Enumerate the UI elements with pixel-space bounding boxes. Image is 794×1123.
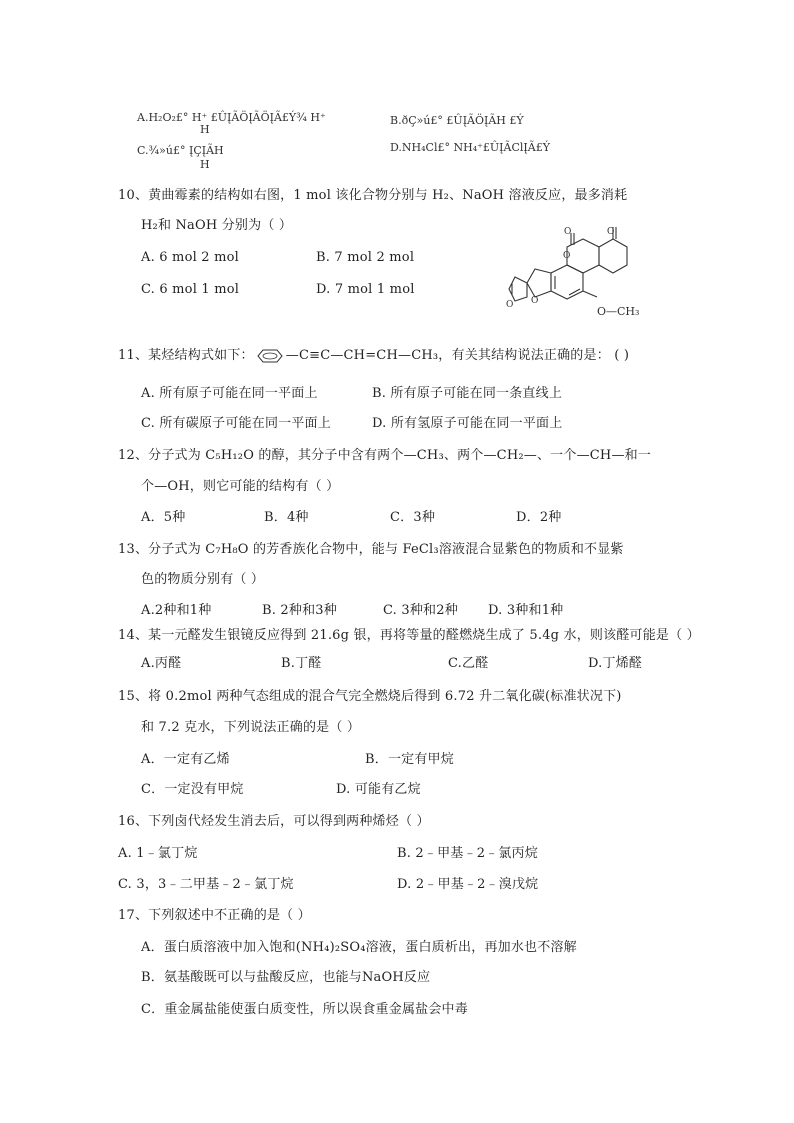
q14-option-a: A.丙醛 xyxy=(141,656,182,671)
q10-option-d: D. 7 mol 1 mol xyxy=(316,282,415,297)
q13-option-c: C. 3种和2种 xyxy=(383,603,458,618)
q12-option-b: B．4种 xyxy=(264,510,309,525)
q12-stem-line2: 个—OH，则它可能的结构有（ ） xyxy=(141,479,340,494)
q15-option-d: D. 可能有乙烷 xyxy=(336,782,421,797)
q9-option-d: D.NH₄Cl£° NH₄⁺£ÛĮÃClĮÃ£Ý xyxy=(390,141,550,154)
q9-option-c-sub: H xyxy=(200,158,210,171)
q17-option-a: A．蛋白质溶液中加入饱和(NH₄)₂SO₄溶液，蛋白质析出，再加水也不溶解 xyxy=(141,940,577,955)
svg-text:O: O xyxy=(564,227,572,237)
q10-option-c: C. 6 mol 1 mol xyxy=(141,282,240,297)
q16-option-c: C. 3，3﹣二甲基﹣2﹣氯丁烷 xyxy=(118,877,294,892)
q14-option-b: B.丁醛 xyxy=(281,656,322,671)
q13-option-d: D. 3种和1种 xyxy=(488,603,564,618)
q9-option-b: B.ðÇ»ú£° £ÛĮÃÖĮÃH £Ý xyxy=(390,114,524,127)
q11-option-b: B. 所有原子可能在同一条直线上 xyxy=(372,386,563,401)
q15-stem-line1: 15、将 0.2mol 两种气态组成的混合气完全燃烧后得到 6.72 升二氧化碳(标准状况下) xyxy=(118,689,622,704)
q13-stem-line1: 13、分子式为 C₇H₈O 的芳香族化合物中，能与 FeCl₃溶液混合显紫色的物质和不显紫 xyxy=(118,542,624,557)
q12-option-d: D．2种 xyxy=(516,510,562,525)
q15-option-b: B．一定有甲烷 xyxy=(365,752,454,767)
q16-stem: 16、下列卤代烃发生消去后，可以得到两种烯烃（ ） xyxy=(118,814,430,829)
svg-text:O: O xyxy=(607,227,615,237)
q14-stem: 14、某一元醛发生银镜反应得到 21.6g 银，再将等量的醛燃烧生成了 5.4g 水，则该醛可能是（ ） xyxy=(118,628,700,643)
q9-option-a: A.H₂O₂£° H⁺ £ÛĮÃÖĮÃÖĮÃ£Ý¾ H⁺ xyxy=(137,111,326,124)
q13-option-b: B. 2种和3种 xyxy=(262,603,337,618)
q13-stem-line2: 色的物质分别有（ ） xyxy=(141,572,265,587)
q14-option-c: C.乙醛 xyxy=(448,656,489,671)
q14-option-d: D.丁烯醛 xyxy=(588,656,643,671)
q13-option-a: A.2种和1种 xyxy=(141,603,212,618)
q9-option-a-sub: H xyxy=(200,123,210,136)
q12-option-a: A．5种 xyxy=(141,510,186,525)
q11-stem-pre: 11、某烃结构式如下： xyxy=(118,348,254,363)
q11-stem-post: —C≡C—CH=CH—CH₃，有关其结构说法正确的是： ( ) xyxy=(285,348,630,363)
q16-option-b: B. 2﹣甲基﹣2﹣氯丙烷 xyxy=(397,846,538,861)
benzene-ring-icon xyxy=(254,349,286,363)
q16-option-d: D. 2﹣甲基﹣2﹣溴戊烷 xyxy=(397,877,539,892)
q11-stem xyxy=(118,348,629,364)
q10-option-b: B. 7 mol 2 mol xyxy=(316,250,415,265)
q12-option-c: C．3种 xyxy=(390,510,436,525)
svg-text:O: O xyxy=(531,296,539,306)
q15-stem-line2: 和 7.2 克水，下列说法正确的是（ ） xyxy=(141,720,361,735)
q17-option-b: B．氨基酸既可以与盐酸反应，也能与NaOH反应 xyxy=(141,970,431,985)
q9-option-c: C.¾»ú£° ĮÇĮÃH xyxy=(137,144,224,157)
q15-option-c: C．一定没有甲烷 xyxy=(141,782,244,797)
q10-option-a: A. 6 mol 2 mol xyxy=(141,250,240,265)
q10-stem-line2: H₂和 NaOH 分别为（ ） xyxy=(141,218,293,233)
svg-text:O: O xyxy=(563,251,571,261)
q11-option-a: A. 所有原子可能在同一平面上 xyxy=(141,386,318,401)
q17-stem: 17、下列叙述中不正确的是（ ） xyxy=(118,908,311,923)
aflatoxin-structure-diagram xyxy=(505,225,645,325)
q17-option-c: C．重金属盐能使蛋白质变性，所以误食重金属盐会中毒 xyxy=(141,1002,468,1017)
q16-option-a: A. 1﹣氯丁烷 xyxy=(118,846,198,861)
q11-option-d: D. 所有氢原子可能在同一平面上 xyxy=(372,416,563,431)
q12-stem-line1: 12、分子式为 C₅H₁₂O 的醇，其分子中含有两个—CH₃、两个—CH₂—、一个—CH—和一 xyxy=(118,448,652,463)
q10-stem-line1: 10、黄曲霉素的结构如右图，1 mol 该化合物分别与 H₂、NaOH 溶液反应，最多消耗 xyxy=(118,188,628,203)
methoxy-label: O—CH₃ xyxy=(597,305,640,318)
q11-option-c: C. 所有碳原子可能在同一平面上 xyxy=(141,416,331,431)
q15-option-a: A．一定有乙烯 xyxy=(141,752,230,767)
svg-text:O: O xyxy=(506,300,514,310)
